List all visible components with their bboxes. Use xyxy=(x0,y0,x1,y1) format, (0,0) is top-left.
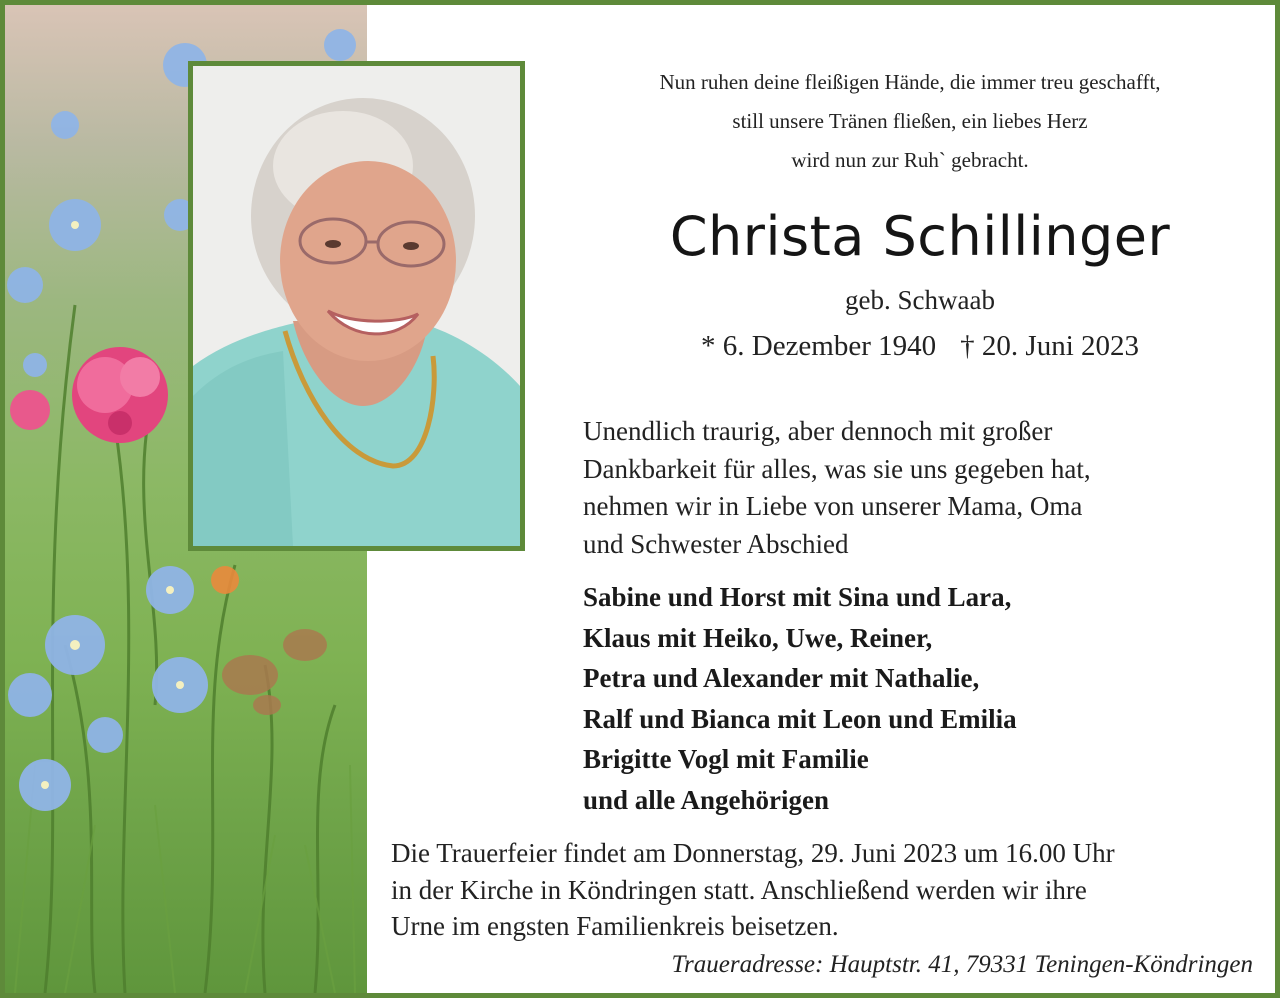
service-line: Die Trauerfeier findet am Donnerstag, 29. Juni 2023 um 16.00 Uhr xyxy=(391,838,1115,868)
mourning-line: und Schwester Abschied xyxy=(583,528,849,559)
mourners-list xyxy=(583,577,1273,820)
service-line: in der Kirche in Köndringen statt. Anschließend werden wir ihre xyxy=(391,874,1087,905)
mourner-entry: und alle Angehörigen xyxy=(583,784,830,815)
birth-date: * 6. Dezember 1940 xyxy=(701,330,937,362)
verse-line: wird nun zur Ruh` gebracht. xyxy=(791,148,1029,172)
mourning-line: Dankbarkeit für alles, was sie uns gegeben hat, xyxy=(583,453,1091,484)
deceased-name: Christa Schillinger xyxy=(669,205,1171,268)
mourner-entry: Klaus mit Heiko, Uwe, Reiner, xyxy=(583,622,933,653)
mourner-entry: Ralf und Bianca mit Leon und Emilia xyxy=(583,703,1017,734)
mourner-entry: Brigitte Vogl mit Familie xyxy=(583,744,869,774)
mourning-line: nehmen wir in Liebe von unserer Mama, Oma xyxy=(583,491,1083,521)
mourning-line: Unendlich traurig, aber dennoch mit großer xyxy=(583,416,1053,446)
death-date: † 20. Juni 2023 xyxy=(960,330,1139,362)
mourning-address: Traueradresse: Hauptstr. 41, 79331 Teningen-Köndringen xyxy=(671,951,1253,978)
maiden-name: geb. Schwaab xyxy=(845,285,995,315)
mourner-entry: Petra und Alexander mit Nathalie, xyxy=(583,663,980,693)
funeral-service-info xyxy=(391,835,1271,945)
service-line: Urne im engsten Familienkreis beisetzen. xyxy=(391,911,839,941)
verse-line: still unsere Tränen fließen, ein liebes Herz xyxy=(732,109,1088,133)
life-dates xyxy=(565,330,1275,363)
mourning-text xyxy=(583,413,1263,563)
mourner-entry: Sabine und Horst mit Sina und Lara, xyxy=(583,582,1012,612)
portrait-photo xyxy=(188,61,525,551)
verse-line: Nun ruhen deine fleißigen Hände, die immer treu geschafft, xyxy=(659,70,1161,94)
memorial-verse xyxy=(545,63,1275,180)
